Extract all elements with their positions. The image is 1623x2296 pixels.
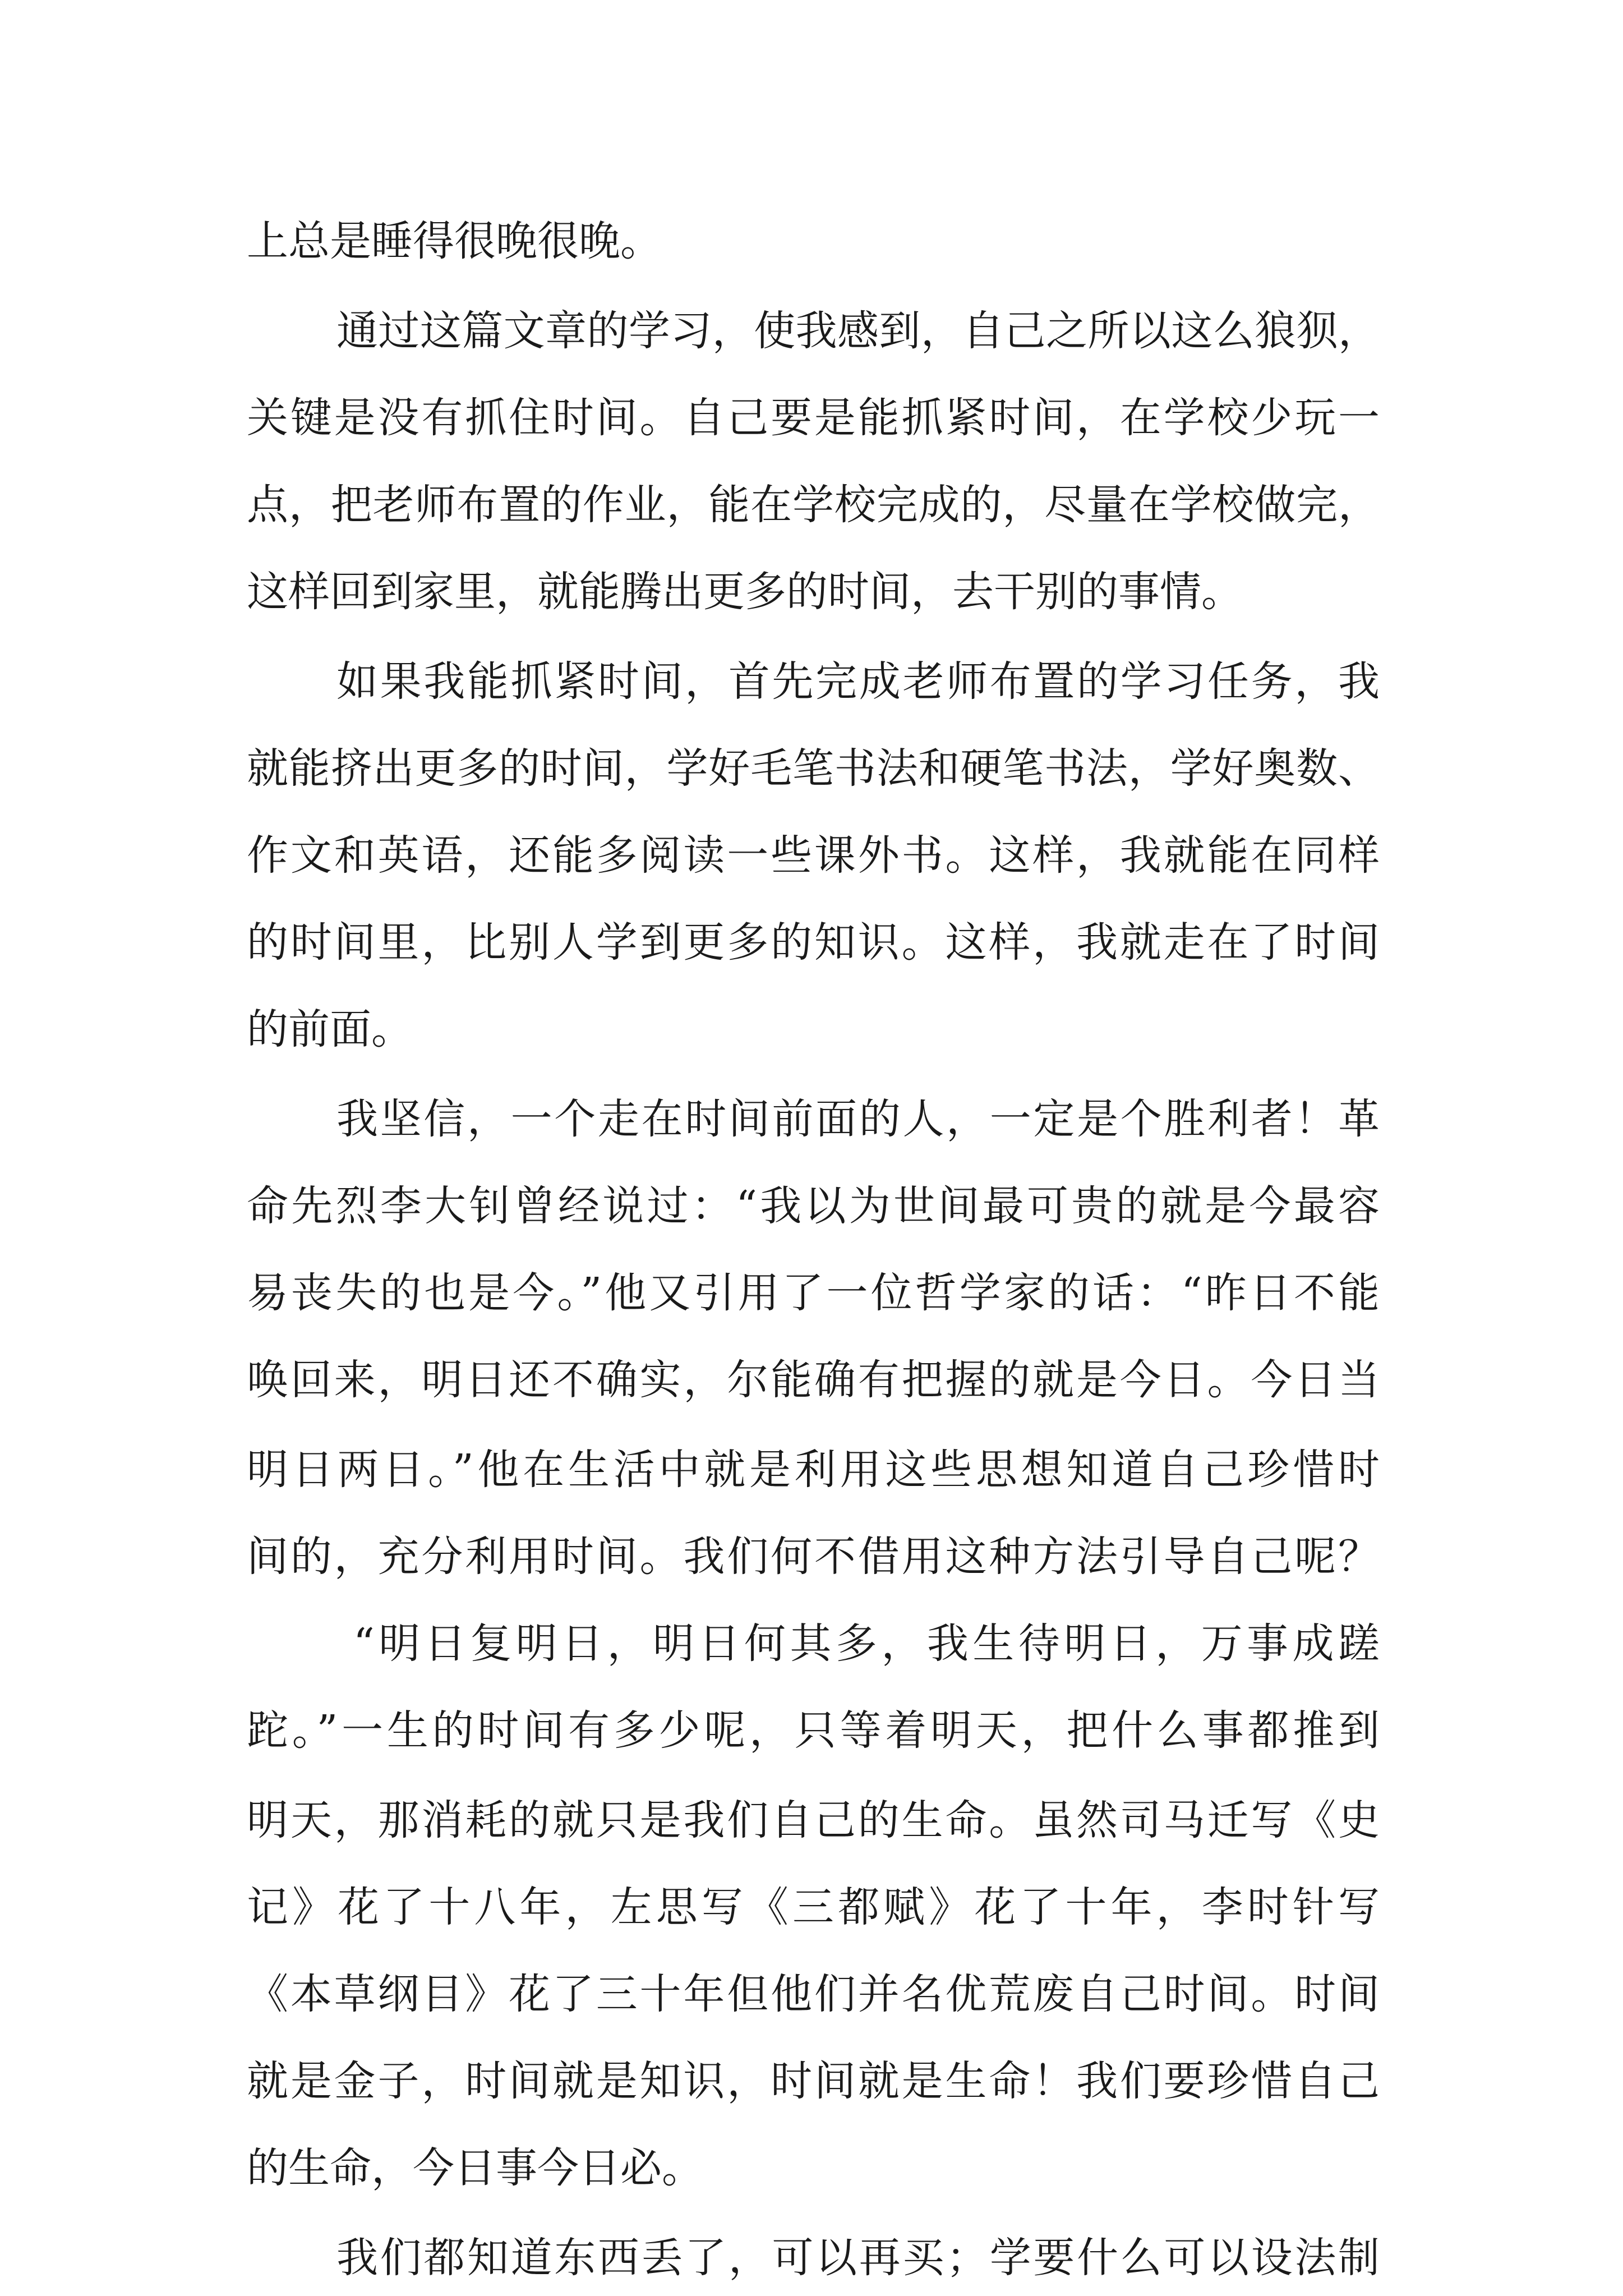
- text-line: 跎。”一生的时间有多少呢，只等着明天，把什么事都推到: [247, 1706, 1380, 1755]
- text-line: 命先烈李大钊曾经说过：“我以为世间最可贵的就是今最容: [247, 1182, 1380, 1230]
- text-line: 唤回来，明日还不确实，尔能确有把握的就是今日。今日当: [247, 1356, 1380, 1404]
- text-line: 明天，那消耗的就只是我们自己的生命。虽然司马迁写《史: [247, 1796, 1380, 1844]
- text-line: 点，把老师布置的作业，能在学校完成的，尽量在学校做完，: [247, 481, 1380, 529]
- paragraph-first-line: 通过这篇文章的学习，使我感到，自己之所以这么狼狈，: [336, 307, 1380, 355]
- text-line: 的时间里，比别人学到更多的知识。这样，我就走在了时间: [247, 918, 1380, 967]
- paragraph-first-line: 如果我能抓紧时间，首先完成老师布置的学习任务，我: [336, 657, 1380, 706]
- text-line: 间的，充分利用时间。我们何不借用这种方法引导自己呢？: [247, 1533, 1380, 1581]
- text-line: 易丧失的也是今。”他又引用了一位哲学家的话：“昨日不能: [247, 1269, 1380, 1317]
- text-line: 上总是睡得很晚很晚。: [247, 217, 662, 265]
- text-line: 作文和英语，还能多阅读一些课外书。这样，我就能在同样: [247, 831, 1380, 880]
- paragraph-first-line: 我坚信，一个走在时间前面的人，一定是个胜利者！革: [336, 1095, 1380, 1143]
- text-line: 的生命，今日事今日必。: [247, 2144, 703, 2192]
- paragraph-first-line: 我们都知道东西丢了，可以再买；学要什么可以设法制: [336, 2234, 1380, 2282]
- text-line: 明日两日。”他在生活中就是利用这些思想知道自己珍惜时: [247, 1446, 1380, 1494]
- paragraph-first-line: “明日复明日，明日何其多，我生待明日，万事成蹉: [353, 1619, 1380, 1668]
- text-line: 就能挤出更多的时间，学好毛笔书法和硬笔书法，学好奥数、: [247, 744, 1380, 793]
- text-line: 的前面。: [247, 1005, 413, 1053]
- text-line: 记》花了十八年，左思写《三都赋》花了十年，李时针写: [247, 1883, 1380, 1931]
- text-line: 这样回到家里，就能腾出更多的时间，去干别的事情。: [247, 568, 1243, 616]
- text-line: 就是金子，时间就是知识，时间就是生命！我们要珍惜自己: [247, 2057, 1380, 2105]
- text-line: 关键是没有抓住时间。自己要是能抓紧时间，在学校少玩一: [247, 394, 1380, 442]
- text-line: 《本草纲目》花了三十年但他们并名优荒废自己时间。时间: [247, 1970, 1380, 2018]
